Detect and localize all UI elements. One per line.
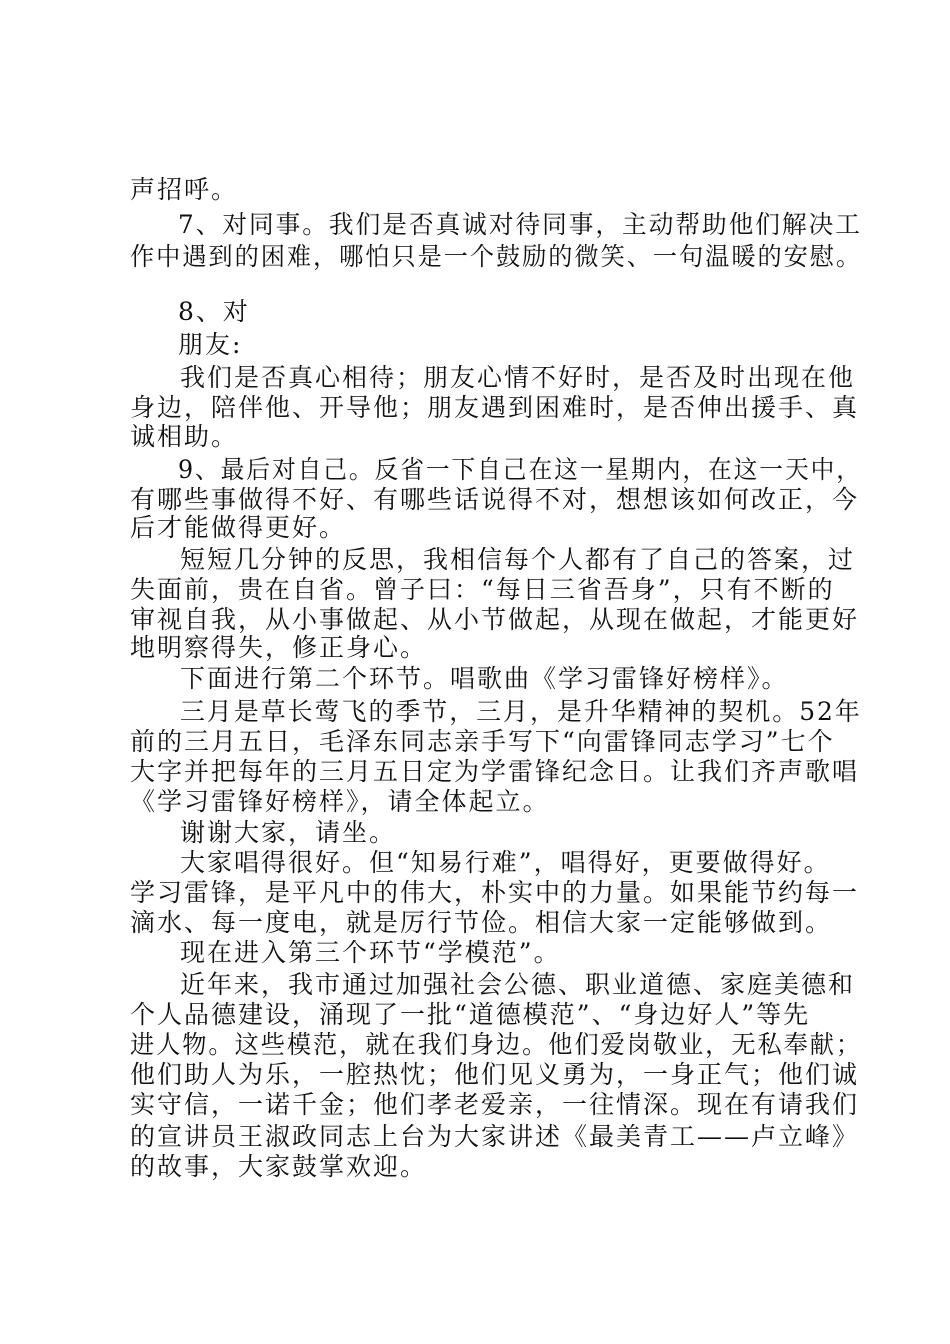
- text-line: 的宣讲员王淑政同志上台为大家讲述《最美青工——卢立峰》: [130, 1122, 860, 1151]
- text-line: 声招呼。: [130, 175, 239, 204]
- text-line: 个人品德建设，涌现了一批“道德模范”、“身边好人”等先: [130, 1000, 811, 1029]
- text-line: 身边，陪伴他、开导他；朋友遇到困难时，是否伸出援手、真: [130, 393, 860, 422]
- text-line: 失面前，贵在自省。曾子曰：“每日三省吾身”，只有不断的: [130, 575, 835, 604]
- text-line: 审视自我，从小事做起、从小节做起，从现在做起，才能更好: [130, 605, 860, 634]
- text-line: 地明察得失，修正身心。: [130, 633, 428, 662]
- text-line: 三月是草长莺飞的季节，三月，是升华精神的契机。52年: [180, 697, 862, 726]
- text-line: 9、最后对自己。反省一下自己在这一星期内，在这一天中，: [178, 455, 862, 484]
- text-line: 朋友:: [178, 330, 243, 359]
- text-line: 谢谢大家，请坐。: [180, 818, 397, 847]
- text-line: 作中遇到的困难，哪怕只是一个鼓励的微笑、一句温暖的安慰。: [130, 242, 863, 271]
- text-line: 8、对: [178, 297, 250, 326]
- text-line: 前的三月五日，毛泽东同志亲手写下“向雷锋同志学习”七个: [130, 727, 835, 756]
- text-line: 滴水、每一度电，就是厉行节俭。相信大家一定能够做到。: [130, 908, 833, 937]
- text-line: 大字并把每年的三月五日定为学雷锋纪念日。让我们齐声歌唱: [130, 757, 860, 786]
- text-line: 我们是否真心相待；朋友心情不好时，是否及时出现在他: [180, 363, 856, 392]
- text-line: 的故事，大家鼓掌欢迎。: [130, 1152, 428, 1181]
- text-line: 下面进行第二个环节。唱歌曲《学习雷锋好榜样》。: [180, 664, 789, 693]
- text-line: 进人物。这些模范，就在我们身边。他们爱岗敬业，无私奉献；: [130, 1030, 863, 1059]
- text-line: 短短几分钟的反思，我相信每个人都有了自己的答案，过: [180, 545, 856, 574]
- text-line: 现在进入第三个环节“学模范”。: [180, 938, 561, 967]
- text-line: 有哪些事做得不好、有哪些话说得不对，想想该如何改正，今: [130, 485, 860, 514]
- text-line: 诚相助。: [130, 422, 239, 451]
- text-line: 近年来，我市通过加强社会公德、职业道德、家庭美德和: [180, 970, 856, 999]
- text-line: 《学习雷锋好榜样》，请全体起立。: [130, 787, 550, 816]
- text-line: 学习雷锋，是平凡中的伟大，朴实中的力量。如果能节约每一: [130, 878, 860, 907]
- text-line: 大家唱得很好。但“知易行难”，唱得好，更要做得好。: [180, 848, 831, 877]
- text-line: 后才能做得更好。: [130, 513, 347, 542]
- text-line: 7、对同事。我们是否真诚对待同事，主动帮助他们解决工: [178, 210, 862, 239]
- text-line: 他们助人为乐，一腔热忱；他们见义勇为，一身正气；他们诚: [130, 1060, 860, 1089]
- text-line: 实守信，一诺千金；他们孝老爱亲，一往情深。现在有请我们: [130, 1090, 860, 1119]
